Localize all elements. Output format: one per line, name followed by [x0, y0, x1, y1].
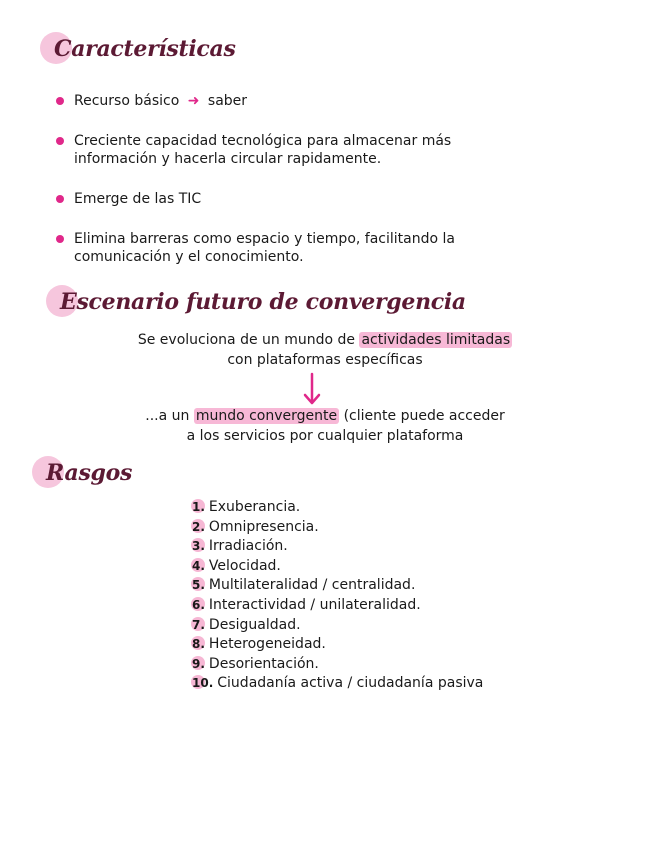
- heading-escenario-text: Escenario futuro de convergencia: [60, 289, 466, 315]
- list-item: [192, 518, 483, 538]
- list-item-text: Ciudadanía activa / ciudadanía pasiva: [217, 675, 484, 692]
- list-item: [56, 92, 536, 110]
- heading-caracteristicas-text: Características: [54, 36, 236, 62]
- list-item: [56, 190, 536, 208]
- escenario-line-3: ...a un mundo convergente (cliente puede acceder: [145, 408, 505, 424]
- bullet-dot-icon: [56, 97, 64, 105]
- bullet-dot-icon: [56, 235, 64, 243]
- list-number: 4.: [192, 557, 205, 577]
- list-item: [192, 674, 483, 694]
- list-item-text: Recurso básico: [74, 93, 180, 109]
- list-item-text: Multilateralidad / centralidad.: [208, 577, 416, 594]
- list-item: [192, 616, 483, 636]
- list-item-text: Velocidad.: [208, 557, 281, 574]
- heading-rasgos-text: Rasgos: [46, 460, 133, 486]
- list-item: [192, 537, 483, 557]
- list-item-text: Interactividad / unilateralidad.: [208, 596, 421, 613]
- list-item-text: saber: [207, 93, 248, 109]
- heading-escenario: [60, 289, 466, 315]
- list-item-text: Omnipresencia.: [208, 518, 319, 535]
- escenario-top-text: [90, 330, 560, 370]
- list-number: 8.: [192, 635, 205, 655]
- right-arrow-icon: ➜: [187, 93, 200, 109]
- down-arrow-icon: [301, 372, 323, 406]
- list-number: 7.: [192, 616, 205, 636]
- list-number: 9.: [192, 655, 205, 675]
- list-number: 1.: [192, 498, 205, 518]
- list-number: 10.: [192, 674, 213, 694]
- bullet-dot-icon: [56, 137, 64, 145]
- highlight-actividades-limitadas: actividades limitadas: [361, 332, 511, 348]
- list-number: 5.: [192, 576, 205, 596]
- list-item-text: Emerge de las TIC: [74, 191, 202, 207]
- list-item: [192, 655, 483, 675]
- escenario-bottom-text: [90, 406, 560, 446]
- highlight-mundo-convergente: mundo convergente: [195, 408, 338, 424]
- list-item-text: Desigualdad.: [208, 616, 301, 633]
- list-item-text: Heterogeneidad.: [208, 636, 326, 653]
- caracteristicas-list: [56, 92, 536, 288]
- list-item: [192, 596, 483, 616]
- list-item: [56, 132, 536, 168]
- list-item: [192, 557, 483, 577]
- list-item: [192, 635, 483, 655]
- bullet-dot-icon: [56, 195, 64, 203]
- list-item-text: Elimina barreras como espacio y tiempo, facilitando la comunicación y el conocimiento.: [74, 231, 455, 265]
- list-number: 3.: [192, 537, 205, 557]
- list-item: [192, 498, 483, 518]
- list-item-text: Irradiación.: [208, 538, 288, 555]
- list-item-text: Creciente capacidad tecnológica para almacenar más información y hacerla circular rapidamente.: [74, 133, 452, 167]
- heading-rasgos: [46, 460, 132, 486]
- list-item-text: Exuberancia.: [208, 499, 301, 515]
- escenario-line-4: a los servicios por cualquier plataforma: [186, 428, 464, 444]
- list-number: 6.: [192, 596, 205, 616]
- heading-caracteristicas: [54, 36, 236, 62]
- escenario-line-2: con plataformas específicas: [227, 352, 423, 368]
- list-item: [192, 576, 483, 596]
- rasgos-list: [192, 498, 483, 694]
- list-number: 2.: [192, 518, 205, 538]
- list-item-text: Desorientación.: [208, 655, 319, 672]
- list-item: [56, 230, 536, 266]
- escenario-line-1: Se evoluciona de un mundo de actividades limitadas: [137, 332, 511, 348]
